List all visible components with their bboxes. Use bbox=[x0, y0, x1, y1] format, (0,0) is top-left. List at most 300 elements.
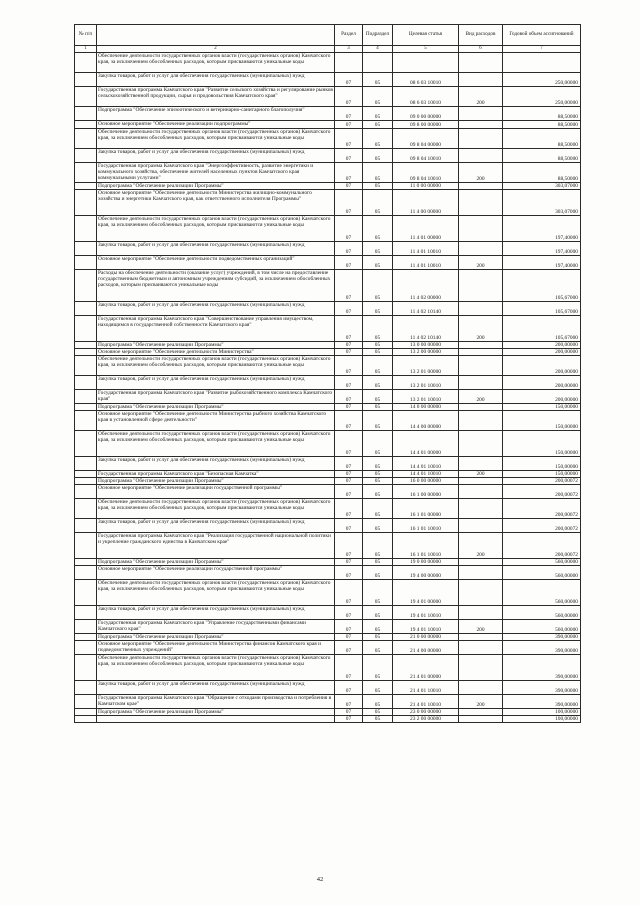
subsection-code-cell: 05 bbox=[363, 431, 393, 457]
subsection-code-cell: 05 bbox=[363, 376, 393, 390]
subsection-code-cell: 05 bbox=[363, 183, 393, 190]
row-name-cell: Обеспечение деятельности государственных органов власти (государственных органов) Камчатского края, за исключением обособленных расходов, которым присваиваются уникальные коды bbox=[97, 499, 335, 519]
table-row bbox=[75, 107, 581, 121]
column-index: 6 bbox=[459, 46, 503, 53]
table-row bbox=[75, 356, 581, 376]
table-row bbox=[75, 485, 581, 499]
amount-cell: 150,00000 bbox=[503, 431, 581, 457]
table-row bbox=[75, 606, 581, 620]
expense-type-cell: 200 bbox=[459, 163, 503, 183]
table-row bbox=[75, 566, 581, 580]
amount-cell: 200,00000 bbox=[503, 349, 581, 356]
subsection-code-cell: 05 bbox=[363, 709, 393, 716]
row-name-cell: Закупка товаров, работ и услуг для обеспечения государственных (муниципальных) нужд bbox=[97, 376, 335, 390]
amount-cell: 197,40000 bbox=[503, 216, 581, 242]
subsection-code-cell: 05 bbox=[363, 620, 393, 634]
target-article-cell: 23 2 00 00000 bbox=[393, 716, 459, 723]
row-name-cell: Основное мероприятие "Обеспечение реализации государственной программы" bbox=[97, 566, 335, 580]
section-code-cell: 07 bbox=[335, 73, 363, 87]
amount-cell: 560,00000 bbox=[503, 566, 581, 580]
row-number-cell bbox=[75, 342, 97, 349]
header-target-article: Целевая статья bbox=[393, 25, 459, 46]
subsection-code-cell: 05 bbox=[363, 87, 393, 107]
section-code-cell: 07 bbox=[335, 620, 363, 634]
section-code-cell: 07 bbox=[335, 681, 363, 695]
section-code-cell: 07 bbox=[335, 519, 363, 533]
amount-cell: 303,07000 bbox=[503, 183, 581, 190]
header-no: № п/п bbox=[75, 25, 97, 46]
row-number-cell bbox=[75, 242, 97, 256]
section-code-cell: 07 bbox=[335, 431, 363, 457]
target-article-cell: 13 0 00 00000 bbox=[393, 342, 459, 349]
expense-type-cell bbox=[459, 681, 503, 695]
target-article-cell: 09 0 00 00000 bbox=[393, 107, 459, 121]
target-article-cell: 13 2 01 10010 bbox=[393, 376, 459, 390]
row-name-cell: Закупка товаров, работ и услуг для обеспечения государственных (муниципальных) нужд bbox=[97, 457, 335, 471]
row-name-cell bbox=[97, 716, 335, 723]
section-code-cell: 07 bbox=[335, 302, 363, 316]
target-article-cell: 13 2 01 00000 bbox=[393, 356, 459, 376]
row-number-cell bbox=[75, 53, 97, 73]
table-row bbox=[75, 404, 581, 411]
table-row bbox=[75, 499, 581, 519]
row-number-cell bbox=[75, 641, 97, 655]
subsection-code-cell: 05 bbox=[363, 478, 393, 485]
column-index: 4 bbox=[363, 46, 393, 53]
subsection-code-cell: 05 bbox=[363, 411, 393, 431]
subsection-code-cell: 05 bbox=[363, 107, 393, 121]
section-code-cell: 07 bbox=[335, 149, 363, 163]
subsection-code-cell: 05 bbox=[363, 349, 393, 356]
amount-cell: 560,00000 bbox=[503, 580, 581, 606]
subsection-code-cell: 05 bbox=[363, 216, 393, 242]
subsection-code-cell: 05 bbox=[363, 121, 393, 129]
row-name-cell: Государственная программа Камчатского края "Обращение с отходами производства и потребления в Камчатском крае" bbox=[97, 695, 335, 709]
target-article-cell: 09 8 04 10010 bbox=[393, 149, 459, 163]
row-number-cell bbox=[75, 471, 97, 478]
row-name-cell: Закупка товаров, работ и услуг для обеспечения государственных (муниципальных) нужд bbox=[97, 242, 335, 256]
section-code-cell: 07 bbox=[335, 485, 363, 499]
expense-type-cell: 200 bbox=[459, 533, 503, 559]
table-row bbox=[75, 681, 581, 695]
target-article-cell: 14 4 01 10010 bbox=[393, 457, 459, 471]
expense-type-cell bbox=[459, 121, 503, 129]
table-row bbox=[75, 349, 581, 356]
section-code-cell: 07 bbox=[335, 163, 363, 183]
amount-cell: 390,00000 bbox=[503, 634, 581, 641]
subsection-code-cell: 05 bbox=[363, 256, 393, 270]
row-name-cell: Основное мероприятие "Обеспечение деятельности Министерства жилищно-коммунального хозяйства и энергетики Камчатского края, как ответственного исполнителя Программы" bbox=[97, 190, 335, 216]
row-number-cell bbox=[75, 183, 97, 190]
target-article-cell: 11 4 01 10010 bbox=[393, 242, 459, 256]
target-article-cell: 09 8 04 00000 bbox=[393, 129, 459, 149]
row-number-cell bbox=[75, 478, 97, 485]
row-name-cell: Подпрограмма "Обеспечение реализации Программы" bbox=[97, 183, 335, 190]
row-name-cell: Подпрограмма "Обеспечение реализации Программы" bbox=[97, 559, 335, 566]
expense-type-cell bbox=[459, 129, 503, 149]
amount-cell: 105,67000 bbox=[503, 316, 581, 342]
column-index: 3 bbox=[335, 46, 363, 53]
row-number-cell bbox=[75, 73, 97, 87]
expense-type-cell bbox=[459, 356, 503, 376]
section-code-cell: 07 bbox=[335, 356, 363, 376]
expense-type-cell bbox=[459, 149, 503, 163]
row-number-cell bbox=[75, 256, 97, 270]
amount-cell: 88,50000 bbox=[503, 107, 581, 121]
section-code-cell: 07 bbox=[335, 256, 363, 270]
section-code-cell: 07 bbox=[335, 478, 363, 485]
table-row bbox=[75, 641, 581, 655]
amount-cell: 150,00000 bbox=[503, 404, 581, 411]
header-name bbox=[97, 25, 335, 46]
section-code-cell: 07 bbox=[335, 270, 363, 302]
expense-type-cell bbox=[459, 216, 503, 242]
amount-cell: 100,00000 bbox=[503, 716, 581, 723]
amount-cell: 390,00000 bbox=[503, 641, 581, 655]
target-article-cell: 16 0 00 00000 bbox=[393, 478, 459, 485]
subsection-code-cell: 05 bbox=[363, 163, 393, 183]
table-row bbox=[75, 376, 581, 390]
subsection-code-cell: 05 bbox=[363, 404, 393, 411]
row-name-cell: Государственная программа Камчатского края "Безопасная Камчатка" bbox=[97, 471, 335, 478]
row-number-cell bbox=[75, 606, 97, 620]
expense-type-cell bbox=[459, 431, 503, 457]
table-row bbox=[75, 655, 581, 681]
section-code-cell: 07 bbox=[335, 559, 363, 566]
row-number-cell bbox=[75, 376, 97, 390]
row-number-cell bbox=[75, 302, 97, 316]
row-number-cell bbox=[75, 356, 97, 376]
subsection-code-cell: 05 bbox=[363, 681, 393, 695]
header-expense-type: Вид расходов bbox=[459, 25, 503, 46]
row-name-cell: Основное мероприятие "Обеспечение деятельности Министерства рыбного хозяйства Камчатского края в установленной сфере деятельности" bbox=[97, 411, 335, 431]
subsection-code-cell: 05 bbox=[363, 606, 393, 620]
subsection-code-cell: 05 bbox=[363, 270, 393, 302]
table-row bbox=[75, 519, 581, 533]
row-name-cell: Закупка товаров, работ и услуг для обеспечения государственных (муниципальных) нужд bbox=[97, 681, 335, 695]
expense-type-cell bbox=[459, 349, 503, 356]
target-article-cell: 11 4 02 10140 bbox=[393, 302, 459, 316]
subsection-code-cell: 05 bbox=[363, 471, 393, 478]
expense-type-cell bbox=[459, 519, 503, 533]
expense-type-cell bbox=[459, 404, 503, 411]
row-number-cell bbox=[75, 566, 97, 580]
table-row bbox=[75, 390, 581, 404]
subsection-code-cell: 05 bbox=[363, 695, 393, 709]
amount-cell: 200,00000 bbox=[503, 356, 581, 376]
expense-type-cell bbox=[459, 641, 503, 655]
row-name-cell: Закупка товаров, работ и услуг для обеспечения государственных (муниципальных) нужд bbox=[97, 519, 335, 533]
expense-type-cell: 200 bbox=[459, 695, 503, 709]
expense-type-cell bbox=[459, 457, 503, 471]
row-name-cell: Государственная программа Камчатского края "Энергоэффективность, развитие энергетики и коммунального хозяйства, обеспечение жителей населенных пунктов Камчатского края коммунальными услугами" bbox=[97, 163, 335, 183]
amount-cell: 150,00000 bbox=[503, 457, 581, 471]
row-number-cell bbox=[75, 216, 97, 242]
subsection-code-cell: 05 bbox=[363, 73, 393, 87]
row-number-cell bbox=[75, 390, 97, 404]
budget-table bbox=[74, 24, 581, 723]
section-code-cell: 07 bbox=[335, 566, 363, 580]
table-row bbox=[75, 149, 581, 163]
row-number-cell bbox=[75, 695, 97, 709]
target-article-cell: 21 4 01 00000 bbox=[393, 655, 459, 681]
header-section: Раздел bbox=[335, 25, 363, 46]
target-article-cell: 21 4 01 10010 bbox=[393, 695, 459, 709]
amount-cell: 100,00000 bbox=[503, 709, 581, 716]
row-number-cell bbox=[75, 404, 97, 411]
row-number-cell bbox=[75, 655, 97, 681]
row-name-cell: Государственная программа Камчатского края "Развитие рыбохозяйственного комплекса Камчатского края" bbox=[97, 390, 335, 404]
expense-type-cell bbox=[459, 376, 503, 390]
table-row bbox=[75, 270, 581, 302]
amount-cell: 150,00000 bbox=[503, 471, 581, 478]
expense-type-cell bbox=[459, 566, 503, 580]
section-code-cell: 07 bbox=[335, 695, 363, 709]
row-name-cell: Обеспечение деятельности государственных органов власти (государственных органов) Камчатского края, за исключением обособленных расходов, которым присваиваются уникальные коды bbox=[97, 216, 335, 242]
row-name-cell: Расходы на обеспечение деятельности (оказание услуг) учреждений, в том числе на предоставление государственным бюджетным и автономным учреждениям субсидий, за исключением обособленных расходов, которым присваиваются уникальные коды bbox=[97, 270, 335, 302]
table-row bbox=[75, 431, 581, 457]
subsection-code-cell: 05 bbox=[363, 533, 393, 559]
subsection-code-cell: 05 bbox=[363, 641, 393, 655]
row-name-cell: Государственная программа Камчатского края "Управление государственными финансами Камчатского края" bbox=[97, 620, 335, 634]
target-article-cell: 19 4 01 10010 bbox=[393, 620, 459, 634]
expense-type-cell bbox=[459, 716, 503, 723]
row-name-cell: Основное мероприятие "Обеспечение деятельности подведомственных организаций" bbox=[97, 256, 335, 270]
row-name-cell: Основное мероприятие "Обеспечение деятельности Министерства" bbox=[97, 349, 335, 356]
row-number-cell bbox=[75, 485, 97, 499]
expense-type-cell bbox=[459, 107, 503, 121]
row-name-cell: Закупка товаров, работ и услуг для обеспечения государственных (муниципальных) нужд bbox=[97, 73, 335, 87]
target-article-cell: 11 4 01 10010 bbox=[393, 256, 459, 270]
row-number-cell bbox=[75, 431, 97, 457]
section-code-cell: 07 bbox=[335, 190, 363, 216]
row-name-cell: Подпрограмма "Обеспечение реализации Программы" bbox=[97, 404, 335, 411]
section-code-cell: 07 bbox=[335, 342, 363, 349]
table-row bbox=[75, 121, 581, 129]
expense-type-cell bbox=[459, 73, 503, 87]
expense-type-cell bbox=[459, 485, 503, 499]
expense-type-cell bbox=[459, 709, 503, 716]
row-number-cell bbox=[75, 121, 97, 129]
subsection-code-cell: 05 bbox=[363, 655, 393, 681]
subsection-code-cell: 05 bbox=[363, 519, 393, 533]
target-article-cell: 16 1 01 00000 bbox=[393, 499, 459, 519]
header-annual-amount: Годовой объем ассигнований bbox=[503, 25, 581, 46]
section-code-cell: 07 bbox=[335, 457, 363, 471]
target-article-cell: 09 8 04 10010 bbox=[393, 163, 459, 183]
subsection-code-cell: 05 bbox=[363, 356, 393, 376]
target-article-cell: 21 4 00 00000 bbox=[393, 641, 459, 655]
table-row bbox=[75, 342, 581, 349]
amount-cell: 560,00000 bbox=[503, 620, 581, 634]
table-row bbox=[75, 709, 581, 716]
row-number-cell bbox=[75, 681, 97, 695]
target-article-cell: 23 0 00 00000 bbox=[393, 709, 459, 716]
table-row bbox=[75, 216, 581, 242]
amount-cell: 303,07000 bbox=[503, 190, 581, 216]
subsection-code-cell: 05 bbox=[363, 580, 393, 606]
table-row bbox=[75, 73, 581, 87]
table-row bbox=[75, 478, 581, 485]
table-row bbox=[75, 533, 581, 559]
row-name-cell: Подпрограмма "Обеспечение эпизоотического и ветеринарно-санитарного благополучия" bbox=[97, 107, 335, 121]
subsection-code-cell: 05 bbox=[363, 242, 393, 256]
target-article-cell: 14 4 01 10010 bbox=[393, 471, 459, 478]
expense-type-cell bbox=[459, 270, 503, 302]
row-number-cell bbox=[75, 349, 97, 356]
section-code-cell: 07 bbox=[335, 121, 363, 129]
row-number-cell bbox=[75, 149, 97, 163]
section-code-cell: 07 bbox=[335, 376, 363, 390]
table-row bbox=[75, 620, 581, 634]
amount-cell: 560,00000 bbox=[503, 606, 581, 620]
amount-cell: 150,00000 bbox=[503, 411, 581, 431]
expense-type-cell bbox=[459, 190, 503, 216]
section-code-cell: 07 bbox=[335, 316, 363, 342]
amount-cell: 200,00072 bbox=[503, 533, 581, 559]
target-article-cell: 16 1 01 10010 bbox=[393, 533, 459, 559]
amount-cell bbox=[503, 53, 581, 73]
table-row bbox=[75, 163, 581, 183]
amount-cell: 250,00000 bbox=[503, 87, 581, 107]
table-row bbox=[75, 256, 581, 270]
amount-cell: 88,50000 bbox=[503, 121, 581, 129]
table-row bbox=[75, 302, 581, 316]
expense-type-cell bbox=[459, 580, 503, 606]
amount-cell: 390,00000 bbox=[503, 695, 581, 709]
expense-type-cell: 200 bbox=[459, 390, 503, 404]
amount-cell: 197,40000 bbox=[503, 242, 581, 256]
table-row bbox=[75, 716, 581, 723]
target-article-cell: 16 1 00 00000 bbox=[393, 485, 459, 499]
row-number-cell bbox=[75, 107, 97, 121]
section-code-cell: 07 bbox=[335, 183, 363, 190]
target-article-cell: 16 1 01 10010 bbox=[393, 519, 459, 533]
amount-cell: 390,00000 bbox=[503, 681, 581, 695]
expense-type-cell bbox=[459, 655, 503, 681]
subsection-code-cell: 05 bbox=[363, 634, 393, 641]
column-index: 2 bbox=[97, 46, 335, 53]
page-number: 42 bbox=[316, 876, 324, 883]
section-code-cell: 07 bbox=[335, 580, 363, 606]
row-name-cell: Обеспечение деятельности государственных органов власти (государственных органов) Камчатского края, за исключением обособленных расходов, которым присваиваются уникальные коды bbox=[97, 580, 335, 606]
row-name-cell: Подпрограмма "Обеспечение реализации Программы" bbox=[97, 342, 335, 349]
target-article-cell: 19 0 00 00000 bbox=[393, 559, 459, 566]
table-row bbox=[75, 411, 581, 431]
section-code-cell: 07 bbox=[335, 411, 363, 431]
row-name-cell: Обеспечение деятельности государственных органов власти (государственных органов) Камчатского края, за исключением обособленных расходов, которым присваиваются уникальные коды bbox=[97, 53, 335, 73]
expense-type-cell bbox=[459, 634, 503, 641]
target-article-cell: 14 0 00 00000 bbox=[393, 404, 459, 411]
section-code-cell: 07 bbox=[335, 655, 363, 681]
row-number-cell bbox=[75, 716, 97, 723]
row-name-cell: Подпрограмма "Обеспечение реализации Программы" bbox=[97, 478, 335, 485]
subsection-code-cell: 05 bbox=[363, 302, 393, 316]
amount-cell: 200,00000 bbox=[503, 342, 581, 349]
table-header-row bbox=[75, 25, 581, 46]
section-code-cell: 07 bbox=[335, 533, 363, 559]
expense-type-cell: 200 bbox=[459, 316, 503, 342]
amount-cell: 200,00072 bbox=[503, 499, 581, 519]
amount-cell: 200,00000 bbox=[503, 390, 581, 404]
row-number-cell bbox=[75, 634, 97, 641]
amount-cell: 88,50000 bbox=[503, 149, 581, 163]
amount-cell: 197,40000 bbox=[503, 256, 581, 270]
row-name-cell: Государственная программа Камчатского края "Развитие сельского хозяйства и регулирование рынков сельскохозяйственной продукции, сырья и продовольствия Камчатского края" bbox=[97, 87, 335, 107]
target-article-cell: 11 0 00 00000 bbox=[393, 183, 459, 190]
target-article-cell: 19 4 01 00000 bbox=[393, 580, 459, 606]
expense-type-cell: 200 bbox=[459, 256, 503, 270]
table-row bbox=[75, 129, 581, 149]
target-article-cell: 13 2 01 10010 bbox=[393, 390, 459, 404]
amount-cell: 200,00072 bbox=[503, 519, 581, 533]
expense-type-cell bbox=[459, 53, 503, 73]
section-code-cell bbox=[335, 53, 363, 73]
table-row bbox=[75, 316, 581, 342]
row-number-cell bbox=[75, 559, 97, 566]
target-article-cell: 21 0 00 00000 bbox=[393, 634, 459, 641]
column-index: 1 bbox=[75, 46, 97, 53]
target-article-cell: 19 4 01 10010 bbox=[393, 606, 459, 620]
section-code-cell: 07 bbox=[335, 129, 363, 149]
target-article-cell: 11 4 02 00000 bbox=[393, 270, 459, 302]
amount-cell: 105,67000 bbox=[503, 270, 581, 302]
table-body bbox=[75, 53, 581, 723]
row-name-cell: Подпрограмма "Обеспечение реализации Программы" bbox=[97, 634, 335, 641]
expense-type-cell bbox=[459, 183, 503, 190]
row-name-cell: Основное мероприятие "Обеспечение реализации государственной программы" bbox=[97, 485, 335, 499]
expense-type-cell bbox=[459, 606, 503, 620]
amount-cell: 105,67000 bbox=[503, 302, 581, 316]
row-number-cell bbox=[75, 411, 97, 431]
target-article-cell: 08 6 03 10010 bbox=[393, 73, 459, 87]
section-code-cell: 07 bbox=[335, 606, 363, 620]
column-index: 7 bbox=[503, 46, 581, 53]
target-article-cell: 14 4 00 00000 bbox=[393, 411, 459, 431]
amount-cell: 200,00072 bbox=[503, 478, 581, 485]
section-code-cell: 07 bbox=[335, 87, 363, 107]
row-name-cell: Обеспечение деятельности государственных органов власти (государственных органов) Камчатского края, за исключением обособленных расходов, которым присваиваются уникальные коды bbox=[97, 129, 335, 149]
subsection-code-cell: 05 bbox=[363, 566, 393, 580]
row-number-cell bbox=[75, 190, 97, 216]
row-number-cell bbox=[75, 457, 97, 471]
row-number-cell bbox=[75, 620, 97, 634]
row-name-cell: Государственная программа Камчатского края "Реализация государственной национальной политики и укрепление гражданского единства в Камчатском крае" bbox=[97, 533, 335, 559]
subsection-code-cell: 05 bbox=[363, 316, 393, 342]
table-row bbox=[75, 471, 581, 478]
expense-type-cell bbox=[459, 478, 503, 485]
table-row bbox=[75, 580, 581, 606]
expense-type-cell bbox=[459, 499, 503, 519]
table-row bbox=[75, 559, 581, 566]
expense-type-cell bbox=[459, 342, 503, 349]
subsection-code-cell: 05 bbox=[363, 499, 393, 519]
row-name-cell: Закупка товаров, работ и услуг для обеспечения государственных (муниципальных) нужд bbox=[97, 149, 335, 163]
amount-cell: 250,00000 bbox=[503, 73, 581, 87]
section-code-cell: 07 bbox=[335, 216, 363, 242]
target-article-cell: 11 4 01 00000 bbox=[393, 216, 459, 242]
row-name-cell: Закупка товаров, работ и услуг для обеспечения государственных (муниципальных) нужд bbox=[97, 606, 335, 620]
amount-cell: 200,00072 bbox=[503, 485, 581, 499]
expense-type-cell bbox=[459, 411, 503, 431]
expense-type-cell bbox=[459, 559, 503, 566]
amount-cell: 88,50000 bbox=[503, 129, 581, 149]
table-row bbox=[75, 87, 581, 107]
amount-cell: 200,00000 bbox=[503, 376, 581, 390]
header-subsection: Подраздел bbox=[363, 25, 393, 46]
target-article-cell: 21 4 01 10010 bbox=[393, 681, 459, 695]
expense-type-cell: 200 bbox=[459, 471, 503, 478]
